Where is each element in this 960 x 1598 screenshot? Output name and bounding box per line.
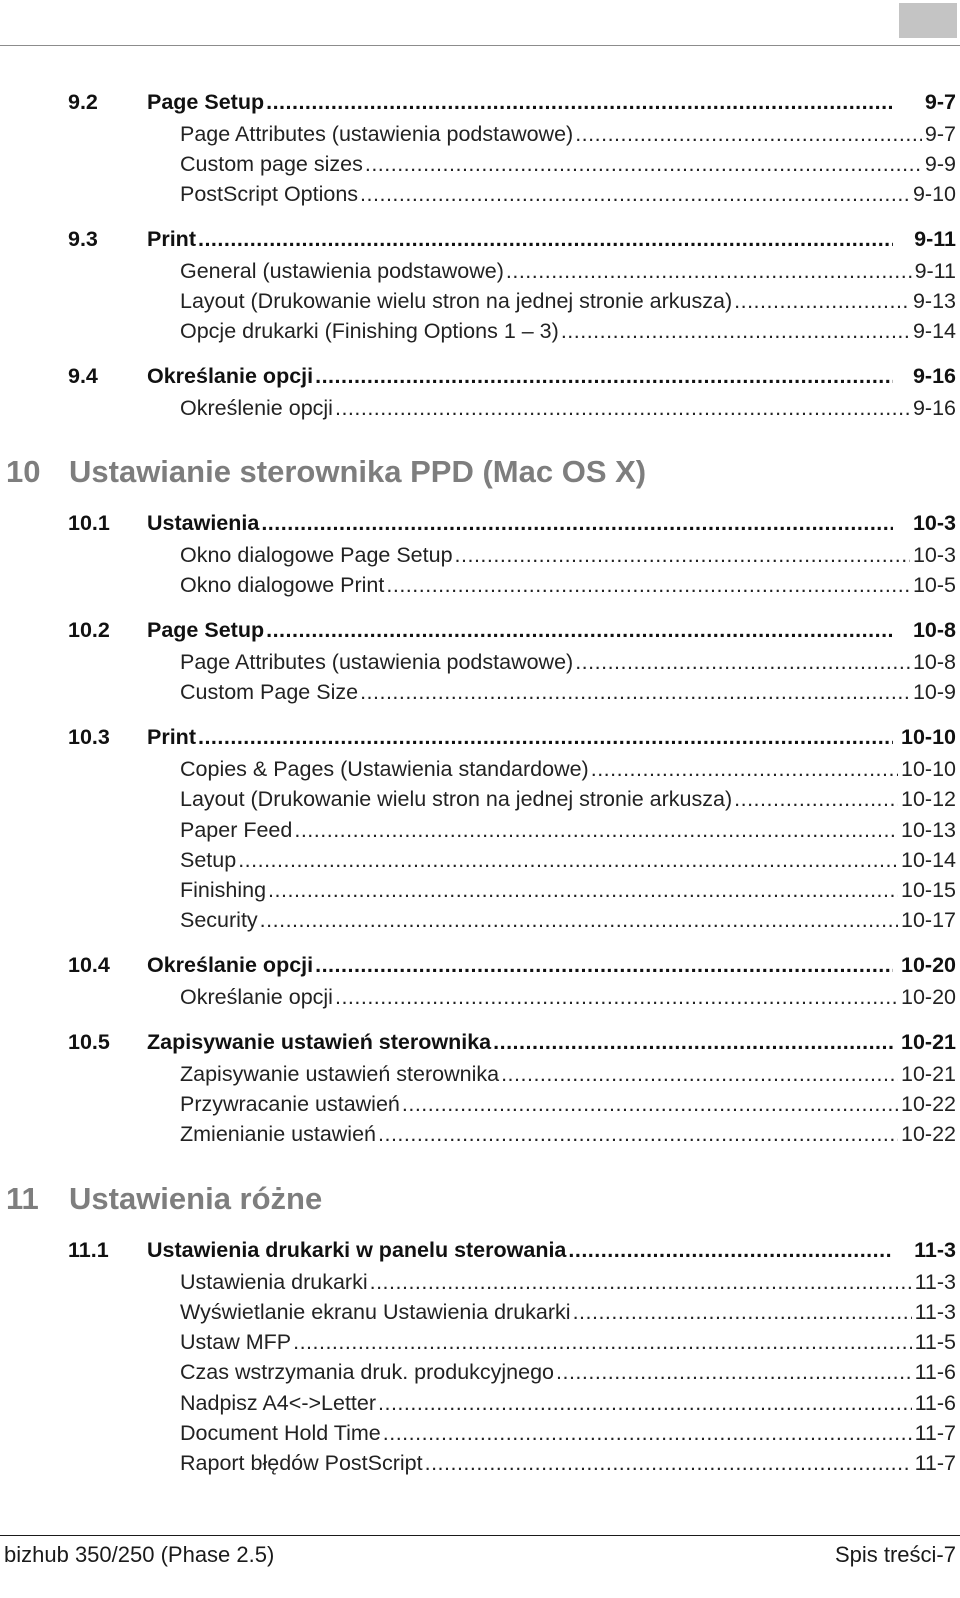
section-page: 10-21 (901, 1030, 956, 1054)
toc-section-10-1[interactable] (68, 508, 956, 538)
section-number: 9.4 (68, 364, 98, 388)
toc-entry[interactable] (180, 256, 956, 286)
entry-page: 11-3 (914, 1270, 956, 1294)
toc-section-9-3[interactable] (68, 224, 956, 254)
dot-leader (501, 1059, 898, 1089)
dot-leader (335, 982, 898, 1012)
section-title: Określanie opcji (147, 364, 314, 388)
toc-entry[interactable] (180, 647, 956, 677)
header-corner-box (899, 3, 957, 38)
entry-title: PostScript Options (180, 182, 359, 206)
toc-entry[interactable] (180, 784, 956, 814)
dot-leader (568, 1235, 893, 1265)
entry-page: 11-7 (914, 1451, 956, 1475)
entry-title: Security (180, 908, 258, 932)
dot-leader (734, 784, 898, 814)
dot-leader (575, 647, 910, 677)
toc-entry[interactable] (180, 286, 956, 316)
entry-title: Setup (180, 848, 237, 872)
entry-page: 10-22 (901, 1122, 956, 1146)
entry-page: 11-5 (914, 1330, 956, 1354)
dot-leader (266, 87, 893, 117)
entry-page: 11-6 (914, 1391, 956, 1415)
entry-page: 10-14 (901, 848, 956, 872)
chapter-title: Ustawienia różne (69, 1181, 323, 1216)
section-page: 9-7 (924, 90, 956, 114)
dot-leader (266, 615, 893, 645)
chapter-title: Ustawianie sterownika PPD (Mac OS X) (69, 454, 647, 489)
toc-entry[interactable] (180, 1059, 956, 1089)
entry-page: 9-16 (912, 396, 956, 420)
toc-entry[interactable] (180, 982, 956, 1012)
section-number: 10.2 (68, 618, 110, 642)
dot-leader (386, 570, 910, 600)
toc-entry[interactable] (180, 905, 956, 935)
section-number: 9.3 (68, 227, 98, 251)
entry-page: 10-15 (901, 878, 956, 902)
entry-title: Ustawienia drukarki (180, 1270, 368, 1294)
entry-title: Ustaw MFP (180, 1330, 292, 1354)
entry-page: 9-9 (924, 152, 956, 176)
toc-section-10-5[interactable] (68, 1027, 956, 1057)
toc-entry[interactable] (180, 570, 956, 600)
toc-entry[interactable] (180, 1089, 956, 1119)
toc-entry[interactable] (180, 845, 956, 875)
section-title: Print (147, 725, 196, 749)
toc-section-9-4[interactable] (68, 361, 956, 391)
dot-leader (506, 256, 912, 286)
toc-entry[interactable] (180, 316, 956, 346)
chapter-number: 11 (6, 1181, 39, 1216)
footer-page-label: Spis treści-7 (834, 1542, 956, 1567)
dot-leader (315, 950, 893, 980)
entry-title: Custom Page Size (180, 680, 359, 704)
dot-leader (378, 1388, 912, 1418)
entry-title: Page Attributes (ustawienia podstawowe) (180, 122, 574, 146)
toc-entry[interactable] (180, 1267, 956, 1297)
toc-entry[interactable] (180, 875, 956, 905)
entry-page: 11-3 (914, 1300, 956, 1324)
toc-entry[interactable] (180, 1297, 956, 1327)
dot-leader (575, 119, 922, 149)
toc-section-10-4[interactable] (68, 950, 956, 980)
section-page: 9-11 (914, 227, 956, 251)
dot-leader (294, 815, 898, 845)
entry-title: Paper Feed (180, 818, 293, 842)
entry-title: Page Attributes (ustawienia podstawowe) (180, 650, 574, 674)
footer-rule (0, 1535, 960, 1536)
dot-leader (261, 508, 893, 538)
entry-page: 9-10 (912, 182, 956, 206)
toc-section-10-3[interactable] (68, 722, 956, 752)
section-number: 9.2 (68, 90, 98, 114)
toc-entry[interactable] (180, 754, 956, 784)
entry-title: Zapisywanie ustawień sterownika (180, 1062, 500, 1086)
toc-entry[interactable] (180, 179, 956, 209)
entry-page: 10-8 (912, 650, 956, 674)
entry-title: Przywracanie ustawień (180, 1092, 400, 1116)
dot-leader (591, 754, 898, 784)
entry-title: Okno dialogowe Page Setup (180, 543, 453, 567)
toc-entry[interactable] (180, 393, 956, 423)
entry-page: 10-13 (901, 818, 956, 842)
toc-entry[interactable] (180, 1448, 956, 1478)
dot-leader (573, 1297, 912, 1327)
dot-leader (402, 1089, 898, 1119)
entry-page: 9-14 (912, 319, 956, 343)
toc-entry[interactable] (180, 1327, 956, 1357)
entry-page: 10-3 (912, 543, 956, 567)
toc-entry[interactable] (180, 1388, 956, 1418)
entry-page: 9-13 (912, 289, 956, 313)
section-page: 10-20 (901, 953, 956, 977)
dot-leader (198, 224, 893, 254)
section-title: Page Setup (147, 618, 265, 642)
dot-leader (455, 540, 910, 570)
dot-leader (561, 316, 910, 346)
dot-leader (378, 1119, 898, 1149)
entry-title: Nadpisz A4<->Letter (180, 1391, 377, 1415)
dot-leader (493, 1027, 893, 1057)
toc-section-10-2[interactable] (68, 615, 956, 645)
dot-leader (260, 905, 898, 935)
section-title: Ustawienia drukarki w panelu sterowania (147, 1238, 567, 1262)
toc-entry[interactable] (180, 677, 956, 707)
dot-leader (734, 286, 910, 316)
entry-title: Custom page sizes (180, 152, 363, 176)
section-title: Ustawienia (147, 511, 260, 535)
toc-entry[interactable] (180, 815, 956, 845)
section-title: Określanie opcji (147, 953, 314, 977)
section-page: 10-8 (912, 618, 956, 642)
entry-title: Opcje drukarki (Finishing Options 1 – 3) (180, 319, 559, 343)
dot-leader (425, 1448, 912, 1478)
entry-page: 10-9 (912, 680, 956, 704)
dot-leader (198, 722, 893, 752)
toc-entry[interactable] (180, 1418, 956, 1448)
toc-entry[interactable] (180, 149, 956, 179)
toc-section-9-2[interactable] (68, 87, 956, 117)
entry-title: Określanie opcji (180, 985, 333, 1009)
dot-leader (335, 393, 910, 423)
chapter-11-heading[interactable] (6, 1179, 322, 1219)
entry-title: Zmienianie ustawień (180, 1122, 376, 1146)
entry-title: Layout (Drukowanie wielu stron na jednej stronie arkusza) (180, 787, 733, 811)
entry-page: 10-5 (912, 573, 956, 597)
dot-leader (315, 361, 893, 391)
section-title: Print (147, 227, 196, 251)
section-number: 10.1 (68, 511, 110, 535)
section-number: 10.3 (68, 725, 110, 749)
section-title: Zapisywanie ustawień sterownika (147, 1030, 492, 1054)
dot-leader (365, 149, 922, 179)
entry-page: 10-20 (901, 985, 956, 1009)
entry-page: 11-6 (914, 1360, 956, 1384)
dot-leader (268, 875, 898, 905)
entry-title: Finishing (180, 878, 267, 902)
dot-leader (556, 1357, 912, 1387)
entry-title: Raport błędów PostScript (180, 1451, 423, 1475)
section-page: 11-3 (914, 1238, 956, 1262)
chapter-number: 10 (6, 454, 41, 489)
dot-leader (383, 1418, 912, 1448)
entry-page: 10-10 (901, 757, 956, 781)
section-number: 11.1 (68, 1238, 109, 1262)
toc-entry[interactable] (180, 119, 956, 149)
entry-title: Czas wstrzymania druk. produkcyjnego (180, 1360, 555, 1384)
entry-title: Okno dialogowe Print (180, 573, 385, 597)
entry-title: Copies & Pages (Ustawienia standardowe) (180, 757, 589, 781)
entry-title: General (ustawienia podstawowe) (180, 259, 504, 283)
entry-page: 11-7 (914, 1421, 956, 1445)
header-rule (0, 45, 960, 46)
section-page: 9-16 (912, 364, 956, 388)
section-number: 10.4 (68, 953, 110, 977)
entry-page: 10-21 (901, 1062, 956, 1086)
dot-leader (360, 179, 910, 209)
toc-entry[interactable] (180, 540, 956, 570)
toc-entry[interactable] (180, 1357, 956, 1387)
entry-title: Określenie opcji (180, 396, 333, 420)
dot-leader (238, 845, 898, 875)
entry-title: Layout (Drukowanie wielu stron na jednej stronie arkusza) (180, 289, 733, 313)
entry-page: 10-22 (901, 1092, 956, 1116)
dot-leader (360, 677, 910, 707)
entry-title: Wyświetlanie ekranu Ustawienia drukarki (180, 1300, 571, 1324)
entry-page: 9-7 (924, 122, 956, 146)
chapter-10-heading[interactable] (6, 452, 646, 492)
entry-page: 10-12 (901, 787, 956, 811)
entry-page: 9-11 (914, 259, 956, 283)
toc-entry[interactable] (180, 1119, 956, 1149)
entry-page: 10-17 (901, 908, 956, 932)
section-page: 10-3 (912, 511, 956, 535)
section-number: 10.5 (68, 1030, 110, 1054)
toc-section-11-1[interactable] (68, 1235, 956, 1265)
entry-title: Document Hold Time (180, 1421, 381, 1445)
section-title: Page Setup (147, 90, 265, 114)
dot-leader (370, 1267, 912, 1297)
footer-product-name: bizhub 350/250 (Phase 2.5) (4, 1542, 275, 1567)
section-page: 10-10 (901, 725, 956, 749)
dot-leader (293, 1327, 911, 1357)
